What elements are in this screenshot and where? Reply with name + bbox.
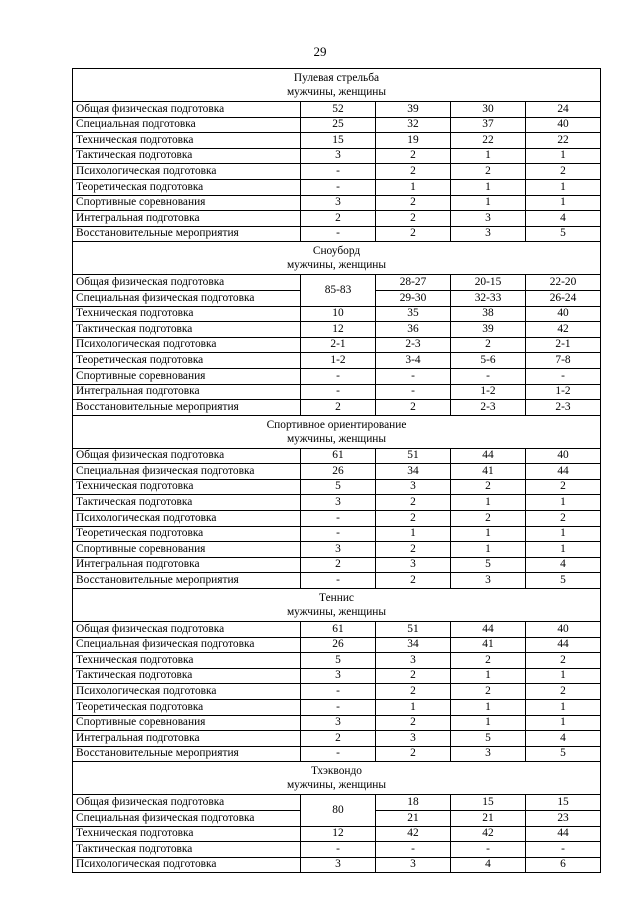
value-cell: 1-2	[451, 384, 526, 400]
value-cell: 3	[451, 573, 526, 589]
value-cell: 30	[451, 102, 526, 118]
value-cell: 22	[451, 133, 526, 149]
table-row	[73, 526, 601, 542]
value-cell: 44	[526, 464, 601, 480]
row-label: Общая физическая подготовка	[73, 448, 301, 464]
table-row	[73, 195, 601, 211]
value-cell: 3	[301, 542, 376, 558]
value-cell: 2	[526, 684, 601, 700]
table-row	[73, 464, 601, 480]
section-header-row	[73, 762, 601, 795]
value-cell: 3	[301, 857, 376, 873]
value-cell: 80	[301, 795, 376, 826]
value-cell: 44	[451, 448, 526, 464]
table-row	[73, 715, 601, 731]
value-cell: 2	[301, 211, 376, 227]
table-row	[73, 353, 601, 369]
value-cell: 34	[376, 637, 451, 653]
value-cell: 2	[451, 511, 526, 527]
value-cell: 21	[451, 810, 526, 826]
value-cell: 1	[451, 700, 526, 716]
table-row	[73, 495, 601, 511]
value-cell: 1-2	[301, 353, 376, 369]
value-cell: 2-1	[526, 337, 601, 353]
table-row	[73, 700, 601, 716]
table-row	[73, 746, 601, 762]
value-cell: 2	[451, 337, 526, 353]
row-label: Тактическая подготовка	[73, 668, 301, 684]
table-row	[73, 479, 601, 495]
section-title: Сноуборд	[312, 245, 361, 258]
value-cell: 1	[526, 179, 601, 195]
section-header-row	[73, 69, 601, 102]
table-body	[73, 69, 601, 873]
row-label: Общая физическая подготовка	[73, 622, 301, 638]
value-cell: 1	[526, 700, 601, 716]
value-cell: 39	[451, 322, 526, 338]
row-label: Восстановительные мероприятия	[73, 746, 301, 762]
value-cell: 32	[376, 117, 451, 133]
value-cell: 1	[526, 148, 601, 164]
table-row	[73, 557, 601, 573]
value-cell: 23	[526, 810, 601, 826]
value-cell: 40	[526, 622, 601, 638]
value-cell: 2	[376, 715, 451, 731]
value-cell: 2	[451, 164, 526, 180]
value-cell: 1	[526, 542, 601, 558]
value-cell: 3	[376, 857, 451, 873]
section-header	[73, 69, 601, 102]
table-row	[73, 226, 601, 242]
value-cell: 2	[451, 684, 526, 700]
training-distribution-table	[72, 68, 601, 873]
value-cell: -	[301, 746, 376, 762]
value-cell: 5-6	[451, 353, 526, 369]
page-number: 29	[313, 44, 327, 59]
row-label: Интегральная подготовка	[73, 384, 301, 400]
value-cell: -	[451, 842, 526, 858]
table-row	[73, 322, 601, 338]
table-row	[73, 368, 601, 384]
row-label: Теоретическая подготовка	[73, 353, 301, 369]
value-cell: 20-15	[451, 275, 526, 291]
section-title: Спортивное ориентирование	[266, 418, 407, 431]
value-cell: 1	[451, 542, 526, 558]
row-label: Специальная физическая подготовка	[73, 290, 301, 306]
section-subtitle: мужчины, женщины	[286, 432, 387, 445]
row-label: Интегральная подготовка	[73, 211, 301, 227]
row-label: Специальная подготовка	[73, 117, 301, 133]
value-cell: 2-3	[376, 337, 451, 353]
value-cell: -	[301, 511, 376, 527]
value-cell: 35	[376, 306, 451, 322]
value-cell: 1	[376, 526, 451, 542]
value-cell: 4	[526, 731, 601, 747]
value-cell: -	[301, 164, 376, 180]
row-label: Спортивные соревнования	[73, 542, 301, 558]
section-subtitle: мужчины, женщины	[286, 259, 387, 272]
row-label: Тактическая подготовка	[73, 322, 301, 338]
value-cell: 10	[301, 306, 376, 322]
value-cell: 15	[301, 133, 376, 149]
value-cell: 85-83	[301, 275, 376, 306]
value-cell: 32-33	[451, 290, 526, 306]
table-row	[73, 102, 601, 118]
value-cell: 1	[376, 179, 451, 195]
value-cell: 6	[526, 857, 601, 873]
value-cell: 2	[376, 226, 451, 242]
value-cell: 2	[376, 400, 451, 416]
row-label: Психологическая подготовка	[73, 684, 301, 700]
value-cell: 44	[526, 826, 601, 842]
value-cell: 3	[451, 746, 526, 762]
row-label: Специальная физическая подготовка	[73, 637, 301, 653]
value-cell: 12	[301, 322, 376, 338]
row-label: Техническая подготовка	[73, 133, 301, 149]
value-cell: 1-2	[526, 384, 601, 400]
value-cell: 5	[451, 557, 526, 573]
table-row	[73, 842, 601, 858]
value-cell: 1	[376, 700, 451, 716]
value-cell: 5	[526, 746, 601, 762]
value-cell: 21	[376, 810, 451, 826]
value-cell: 2	[376, 542, 451, 558]
row-label: Интегральная подготовка	[73, 557, 301, 573]
table-row	[73, 117, 601, 133]
value-cell: -	[301, 179, 376, 195]
value-cell: 5	[451, 731, 526, 747]
value-cell: 3	[376, 731, 451, 747]
value-cell: -	[376, 842, 451, 858]
row-label: Интегральная подготовка	[73, 731, 301, 747]
row-label: Восстановительные мероприятия	[73, 400, 301, 416]
value-cell: 42	[526, 322, 601, 338]
value-cell: 36	[376, 322, 451, 338]
row-label: Психологическая подготовка	[73, 337, 301, 353]
value-cell: 3	[451, 211, 526, 227]
section-subtitle: мужчины, женщины	[286, 779, 387, 792]
value-cell: -	[301, 700, 376, 716]
value-cell: 40	[526, 448, 601, 464]
row-label: Психологическая подготовка	[73, 511, 301, 527]
table-row	[73, 179, 601, 195]
value-cell: 1	[526, 715, 601, 731]
value-cell: 29-30	[376, 290, 451, 306]
value-cell: 3	[301, 195, 376, 211]
value-cell: 3-4	[376, 353, 451, 369]
value-cell: 1	[451, 526, 526, 542]
row-label: Теоретическая подготовка	[73, 179, 301, 195]
value-cell: 26-24	[526, 290, 601, 306]
value-cell: 1	[451, 668, 526, 684]
row-label: Тактическая подготовка	[73, 495, 301, 511]
value-cell: 61	[301, 622, 376, 638]
value-cell: 2	[376, 148, 451, 164]
value-cell: -	[301, 226, 376, 242]
value-cell: -	[301, 368, 376, 384]
section-header-row	[73, 242, 601, 275]
value-cell: 37	[451, 117, 526, 133]
table-row	[73, 448, 601, 464]
section-subtitle: мужчины, женщины	[286, 606, 387, 619]
row-label: Техническая подготовка	[73, 826, 301, 842]
value-cell: 39	[376, 102, 451, 118]
value-cell: 40	[526, 117, 601, 133]
value-cell: 26	[301, 464, 376, 480]
value-cell: 2	[376, 511, 451, 527]
table-row	[73, 637, 601, 653]
section-header	[73, 589, 601, 622]
value-cell: 3	[301, 148, 376, 164]
value-cell: 42	[451, 826, 526, 842]
value-cell: 41	[451, 464, 526, 480]
value-cell: 44	[451, 622, 526, 638]
row-label: Спортивные соревнования	[73, 715, 301, 731]
table-row	[73, 511, 601, 527]
value-cell: 4	[526, 211, 601, 227]
table-row	[73, 542, 601, 558]
section-header	[73, 242, 601, 275]
value-cell: 2	[526, 164, 601, 180]
value-cell: -	[301, 573, 376, 589]
row-label: Теоретическая подготовка	[73, 526, 301, 542]
value-cell: 2	[376, 211, 451, 227]
row-label: Техническая подготовка	[73, 653, 301, 669]
row-label: Техническая подготовка	[73, 306, 301, 322]
value-cell: 41	[451, 637, 526, 653]
section-title: Теннис	[319, 592, 354, 605]
value-cell: -	[526, 368, 601, 384]
value-cell: 22-20	[526, 275, 601, 291]
value-cell: 2	[301, 557, 376, 573]
section-subtitle: мужчины, женщины	[286, 86, 387, 98]
value-cell: 3	[376, 479, 451, 495]
table-row	[73, 684, 601, 700]
row-label: Восстановительные мероприятия	[73, 573, 301, 589]
value-cell: 2-1	[301, 337, 376, 353]
row-label: Общая физическая подготовка	[73, 275, 301, 291]
table-row	[73, 668, 601, 684]
section-header-row	[73, 589, 601, 622]
row-label: Общая физическая подготовка	[73, 102, 301, 118]
table-row	[73, 384, 601, 400]
value-cell: 34	[376, 464, 451, 480]
section-title: Пулевая стрельба	[293, 72, 380, 84]
value-cell: 2	[376, 573, 451, 589]
value-cell: -	[301, 842, 376, 858]
table-row	[73, 164, 601, 180]
table-row	[73, 306, 601, 322]
value-cell: 51	[376, 448, 451, 464]
value-cell: 3	[376, 653, 451, 669]
value-cell: 4	[526, 557, 601, 573]
row-label: Техническая подготовка	[73, 479, 301, 495]
value-cell: 52	[301, 102, 376, 118]
value-cell: 1	[526, 668, 601, 684]
value-cell: -	[376, 368, 451, 384]
value-cell: 1	[526, 495, 601, 511]
value-cell: 40	[526, 306, 601, 322]
row-label: Спортивные соревнования	[73, 195, 301, 211]
value-cell: 2	[376, 495, 451, 511]
table-row	[73, 653, 601, 669]
value-cell: 2	[301, 400, 376, 416]
row-label: Тактическая подготовка	[73, 148, 301, 164]
value-cell: 2	[526, 479, 601, 495]
value-cell: 7-8	[526, 353, 601, 369]
value-cell: 18	[376, 795, 451, 811]
value-cell: 22	[526, 133, 601, 149]
table-row	[73, 337, 601, 353]
value-cell: 2	[376, 746, 451, 762]
value-cell: 2	[526, 653, 601, 669]
table-row	[73, 795, 601, 811]
row-label: Психологическая подготовка	[73, 164, 301, 180]
table-row	[73, 133, 601, 149]
value-cell: -	[301, 526, 376, 542]
row-label: Специальная физическая подготовка	[73, 464, 301, 480]
value-cell: 3	[376, 557, 451, 573]
value-cell: 3	[301, 715, 376, 731]
value-cell: -	[376, 384, 451, 400]
value-cell: 3	[301, 495, 376, 511]
value-cell: 1	[526, 526, 601, 542]
value-cell: 1	[526, 195, 601, 211]
row-label: Спортивные соревнования	[73, 368, 301, 384]
row-label: Теоретическая подготовка	[73, 700, 301, 716]
value-cell: 2	[301, 731, 376, 747]
table-row	[73, 826, 601, 842]
value-cell: 1	[451, 195, 526, 211]
value-cell: 1	[451, 148, 526, 164]
value-cell: -	[301, 684, 376, 700]
value-cell: 51	[376, 622, 451, 638]
value-cell: 2	[526, 511, 601, 527]
row-label: Общая физическая подготовка	[73, 795, 301, 811]
value-cell: 5	[526, 226, 601, 242]
value-cell: 2	[376, 684, 451, 700]
row-label: Восстановительные мероприятия	[73, 226, 301, 242]
value-cell: 25	[301, 117, 376, 133]
value-cell: 42	[376, 826, 451, 842]
table-row	[73, 622, 601, 638]
value-cell: 38	[451, 306, 526, 322]
value-cell: 15	[526, 795, 601, 811]
value-cell: -	[301, 384, 376, 400]
value-cell: -	[451, 368, 526, 384]
table-row	[73, 857, 601, 873]
table-row	[73, 400, 601, 416]
value-cell: 1	[451, 495, 526, 511]
value-cell: 28-27	[376, 275, 451, 291]
value-cell: 5	[301, 479, 376, 495]
value-cell: 12	[301, 826, 376, 842]
value-cell: 2-3	[526, 400, 601, 416]
value-cell: 2	[376, 668, 451, 684]
value-cell: 2	[376, 195, 451, 211]
value-cell: 19	[376, 133, 451, 149]
section-header	[73, 762, 601, 795]
section-title: Тхэквондо	[311, 765, 362, 778]
row-label: Специальная физическая подготовка	[73, 810, 301, 826]
table-row	[73, 731, 601, 747]
value-cell: 3	[451, 226, 526, 242]
table-row	[73, 148, 601, 164]
row-label: Психологическая подготовка	[73, 857, 301, 873]
value-cell: 5	[301, 653, 376, 669]
value-cell: 2	[451, 479, 526, 495]
value-cell: 3	[301, 668, 376, 684]
value-cell: 1	[451, 179, 526, 195]
value-cell: 2	[451, 653, 526, 669]
value-cell: 44	[526, 637, 601, 653]
table-row	[73, 573, 601, 589]
value-cell: 61	[301, 448, 376, 464]
value-cell: -	[526, 842, 601, 858]
section-header	[73, 415, 601, 448]
value-cell: 2	[376, 164, 451, 180]
row-label: Тактическая подготовка	[73, 842, 301, 858]
section-header-row	[73, 415, 601, 448]
value-cell: 5	[526, 573, 601, 589]
value-cell: 24	[526, 102, 601, 118]
value-cell: 4	[451, 857, 526, 873]
value-cell: 26	[301, 637, 376, 653]
value-cell: 15	[451, 795, 526, 811]
table-row	[73, 275, 601, 291]
value-cell: 1	[451, 715, 526, 731]
table-row	[73, 211, 601, 227]
value-cell: 2-3	[451, 400, 526, 416]
